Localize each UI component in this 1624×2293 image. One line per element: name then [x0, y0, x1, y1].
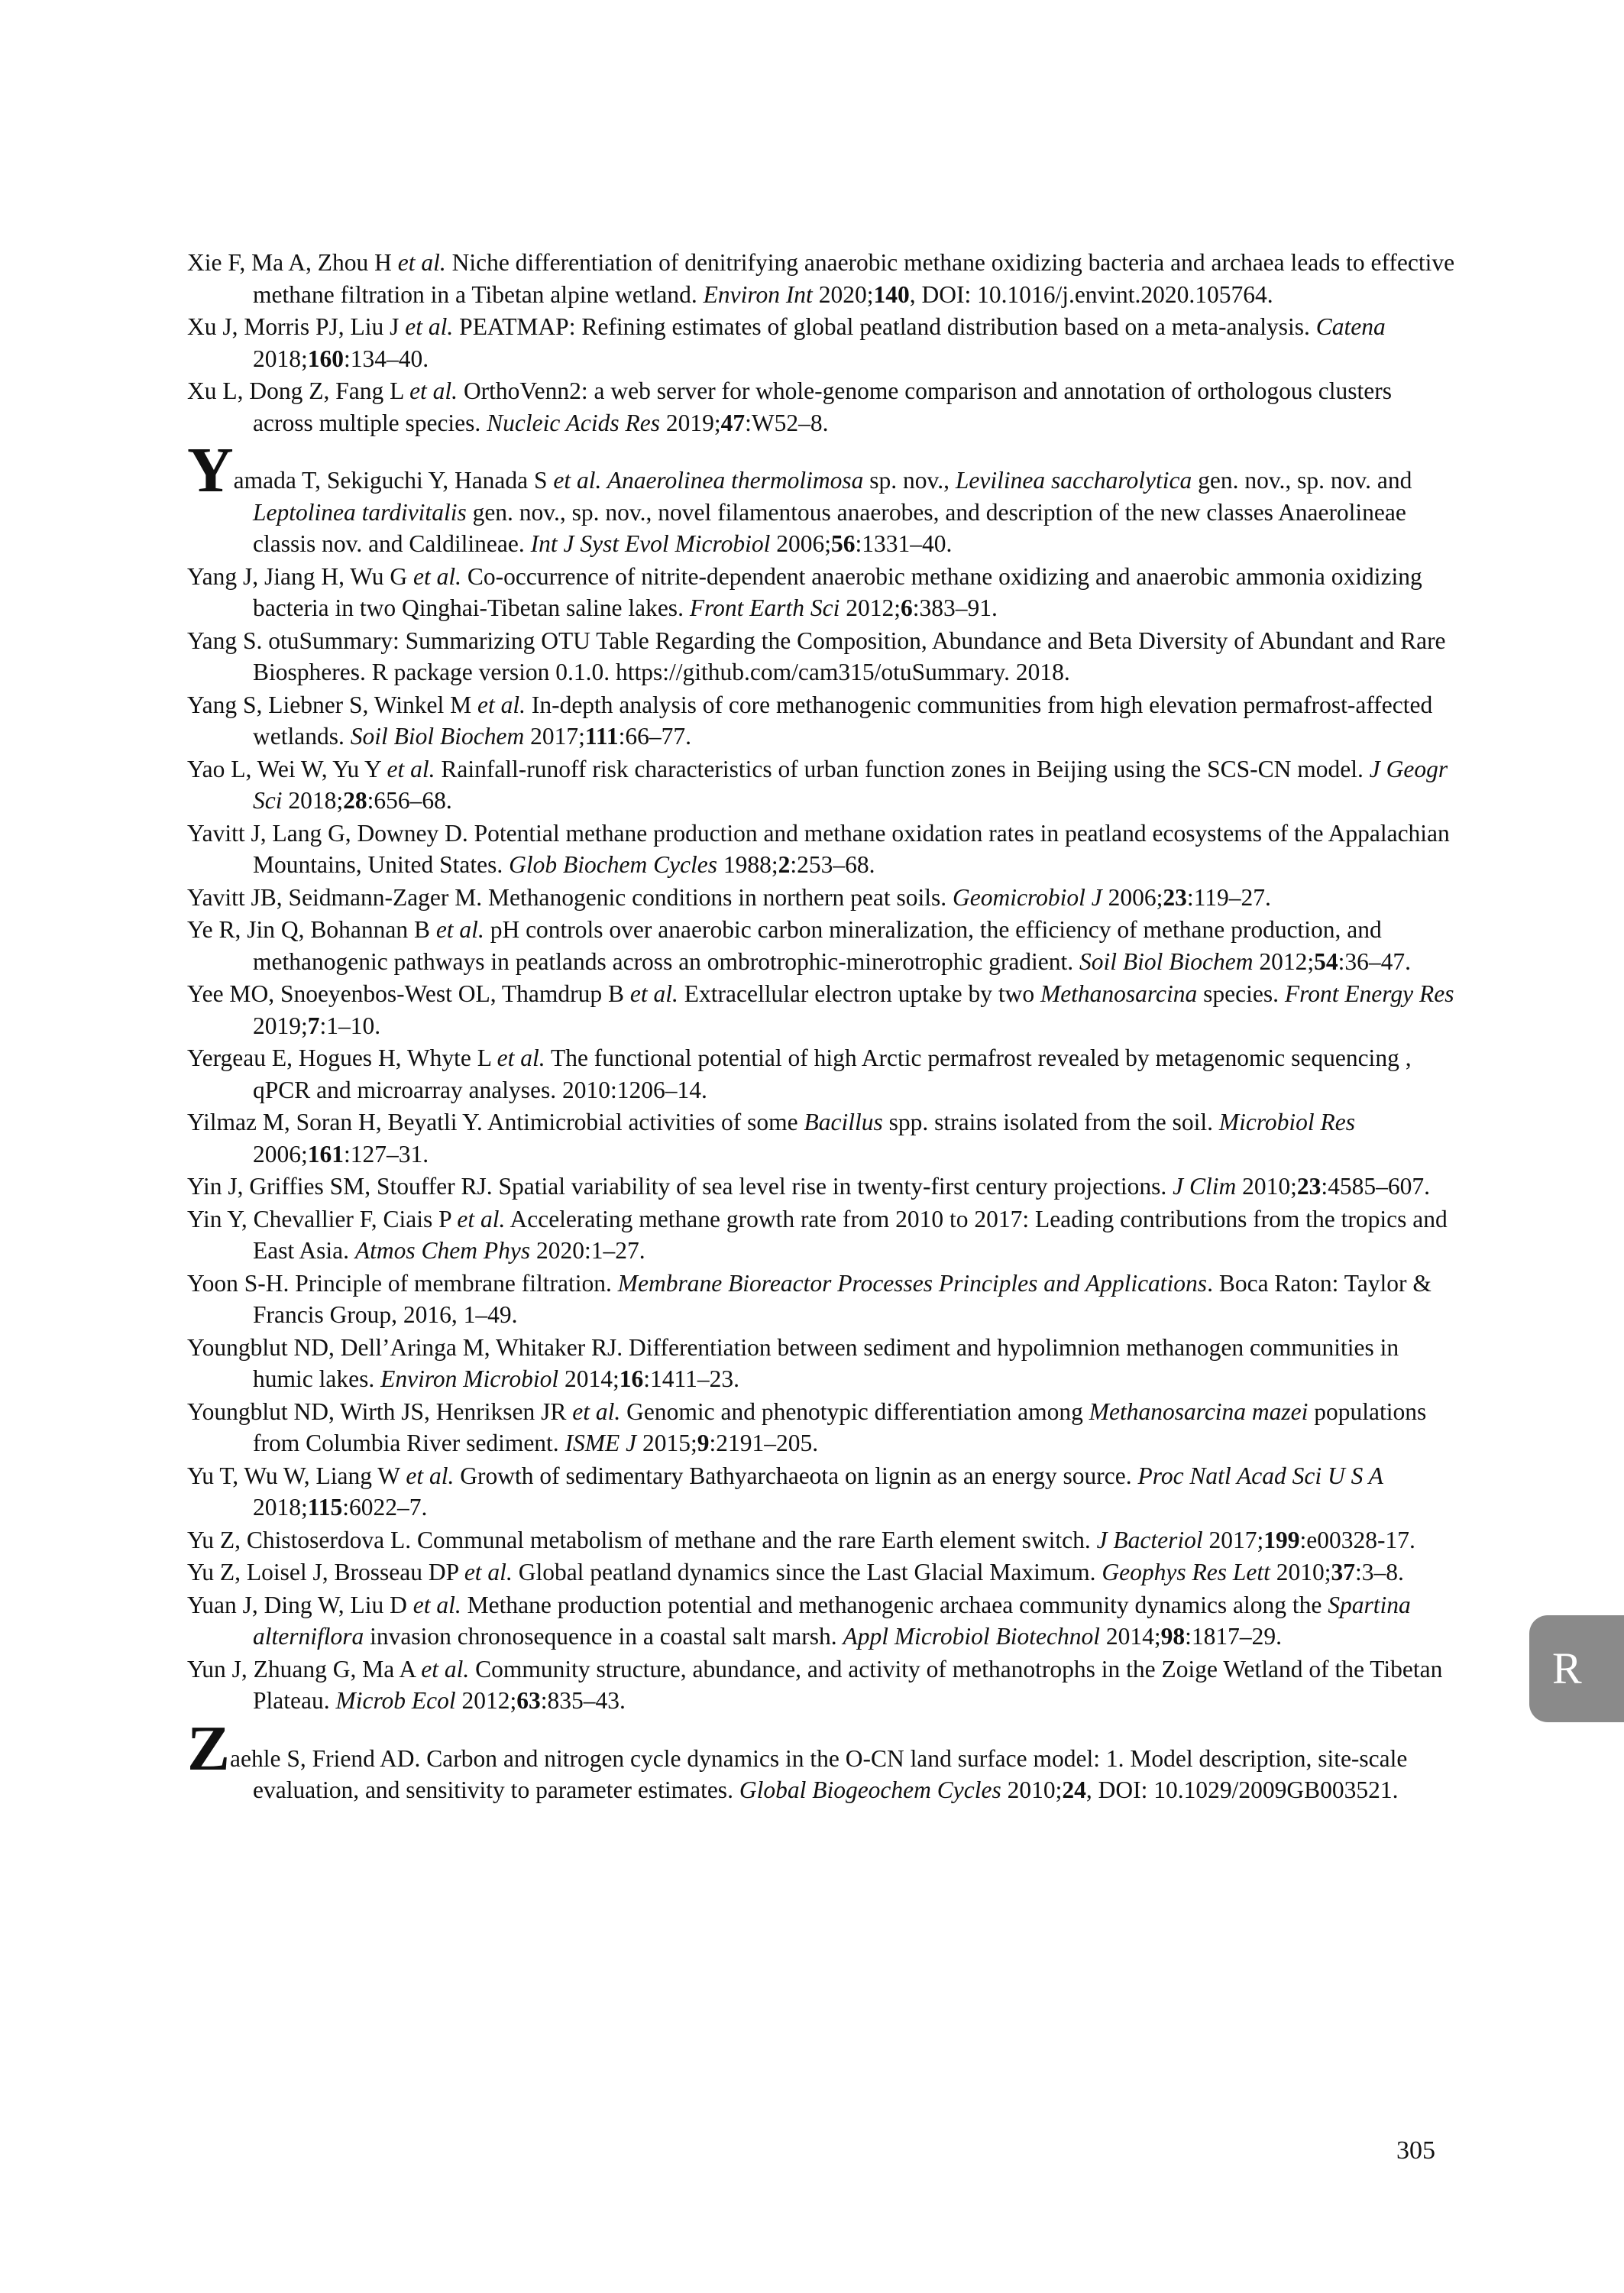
- reference-text: :e00328-17.: [1299, 1526, 1415, 1553]
- reference-text: Yergeau E, Hogues H, Whyte L: [187, 1044, 497, 1071]
- reference-text: :1817–29.: [1185, 1623, 1283, 1650]
- italic-text: Glob Biochem Cycles: [509, 851, 718, 878]
- italic-text: et al.: [406, 1462, 455, 1489]
- reference-text: aehle S, Friend AD. Carbon and nitrogen cycle dynamics in the O-CN land surface model: 1. Model description, site-scale evaluation, and sensitivity to parameter estimates.: [230, 1744, 1408, 1803]
- reference-entry-yee: [187, 978, 1455, 1041]
- reference-text: Yu T, Wu W, Liang W: [187, 1462, 406, 1489]
- italic-text: et al.: [572, 1397, 621, 1425]
- reference-text: 2010;: [1236, 1173, 1297, 1200]
- reference-text: Yuan J, Ding W, Liu D: [187, 1591, 413, 1618]
- italic-text: Microbiol Res: [1218, 1109, 1356, 1135]
- reference-text: Yee MO, Snoeyenbos-West OL, Thamdrup B: [187, 980, 630, 1007]
- reference-text: OrthoVenn2: a web server for whole-genome comparison and annotation of orthologous clusters across multiple species.: [253, 377, 1392, 436]
- dropcap-letter: Y: [187, 435, 234, 506]
- reference-text: Yoon S-H. Principle of membrane filtration.: [187, 1269, 618, 1297]
- reference-text: pH controls over anaerobic carbon mineralization, the efficiency of methane production, and methanogenic pathways in peatlands across an ombrotrophic-minerotrophic gradient.: [253, 916, 1382, 975]
- reference-text: . Boca Raton: Taylor & Francis Group, 2016, 1–49.: [253, 1269, 1432, 1328]
- italic-text: et al.: [629, 980, 678, 1007]
- reference-text: spp. strains isolated from the soil.: [882, 1109, 1219, 1135]
- reference-entry-xu-l: [187, 375, 1455, 439]
- reference-text: Yang S. otuSummary: Summarizing OTU Table Regarding the Composition, Abundance and Beta Diversity of Abundant and Rare Biospheres. R package version 0.1.0. https://github.com/cam315/otuSummary. 2018.: [187, 627, 1446, 685]
- reference-text: Genomic and phenotypic differentiation among: [620, 1397, 1089, 1425]
- volume-number: 23: [1296, 1173, 1322, 1200]
- volume-number: 23: [1163, 883, 1187, 911]
- reference-entry-yang-s-liebner: [187, 689, 1455, 753]
- dropcap-letter: Z: [187, 1712, 231, 1784]
- reference-entry-yin-j: [187, 1171, 1455, 1203]
- italic-text: Environ Microbiol: [380, 1365, 559, 1392]
- reference-entry-yoon: [187, 1268, 1455, 1331]
- reference-list: [187, 247, 1455, 1807]
- reference-text: Rainfall-runoff risk characteristics of urban function zones in Beijing using the SCS-CN model.: [435, 755, 1370, 782]
- italic-text: Bacillus: [804, 1109, 883, 1135]
- volume-number: 28: [343, 787, 367, 814]
- reference-entry-xie: [187, 247, 1455, 310]
- reference-entry-yang-j: [187, 561, 1455, 624]
- reference-text: 2018;: [253, 345, 308, 372]
- volume-number: 9: [697, 1430, 710, 1456]
- italic-text: J Bacteriol: [1096, 1526, 1203, 1553]
- reference-text: Yao L, Wei W, Yu Y: [187, 755, 387, 782]
- reference-text: Ye R, Jin Q, Bohannan B: [187, 916, 436, 943]
- volume-number: 16: [619, 1365, 644, 1392]
- italic-text: Methanosarcina: [1040, 980, 1198, 1007]
- reference-entry-yuan: [187, 1589, 1455, 1653]
- reference-text: :66–77.: [618, 723, 691, 750]
- volume-number: 140: [873, 280, 910, 308]
- reference-text: :127–31.: [344, 1140, 429, 1168]
- reference-text: Extracellular electron uptake by two: [678, 980, 1040, 1007]
- italic-text: J Geogr Sci: [253, 755, 1448, 814]
- reference-text: Xu L, Dong Z, Fang L: [187, 377, 410, 404]
- italic-text: Environ Int: [703, 280, 813, 308]
- italic-text: Proc Natl Acad Sci U S A: [1137, 1462, 1383, 1489]
- italic-text: et al.: [397, 249, 446, 276]
- reference-entry-yavitt-j: [187, 818, 1455, 881]
- reference-text: 2017;: [524, 723, 585, 750]
- reference-text: Yin J, Griffies SM, Stouffer RJ. Spatial variability of sea level rise in twenty-first century projections.: [187, 1173, 1173, 1200]
- reference-text: Yavitt JB, Seidmann-Zager M. Methanogenic conditions in northern peat soils.: [187, 883, 953, 911]
- reference-entry-yun: [187, 1653, 1455, 1717]
- italic-text: Front Earth Sci: [689, 594, 840, 621]
- reference-entry-ye: [187, 914, 1455, 977]
- reference-entry-yao: [187, 753, 1455, 817]
- italic-text: Global Biogeochem Cycles: [739, 1776, 1001, 1803]
- reference-text: 2010;: [1270, 1559, 1331, 1585]
- reference-entry-yergeau: [187, 1042, 1455, 1106]
- italic-text: Membrane Bioreactor Processes Principles and Applications: [617, 1269, 1208, 1297]
- italic-text: Atmos Chem Phys: [354, 1237, 531, 1264]
- reference-text: 2018;: [282, 787, 344, 814]
- reference-text: :1–10.: [319, 1012, 381, 1039]
- italic-text: et al.: [497, 1044, 545, 1071]
- reference-text: 2006;: [1102, 883, 1163, 911]
- italic-text: ISME J: [565, 1430, 637, 1456]
- volume-number: 111: [584, 723, 619, 750]
- reference-text: In-depth analysis of core methanogenic communities from high elevation permafrost-affected wetlands.: [253, 691, 1433, 750]
- reference-text: Methane production potential and methanogenic archaea community dynamics along the: [461, 1591, 1328, 1618]
- volume-number: 56: [831, 530, 856, 557]
- reference-entry-yang-s-otu: [187, 625, 1455, 688]
- reference-text: amada T, Sekiguchi Y, Hanada S: [233, 467, 554, 494]
- italic-text: Int J Syst Evol Microbiol: [530, 530, 771, 557]
- reference-text: :835–43.: [540, 1687, 626, 1714]
- reference-text: Co-occurrence of nitrite-dependent anaerobic methane oxidizing and anaerobic ammonia oxidizing bacteria in two Qinghai-Tibetan saline lakes.: [253, 562, 1422, 621]
- volume-number: 63: [516, 1687, 541, 1714]
- reference-text: invasion chronosequence in a coastal salt marsh.: [364, 1623, 843, 1650]
- reference-text: PEATMAP: Refining estimates of global peatland distribution based on a meta-analysis.: [453, 313, 1316, 340]
- reference-text: Yu Z, Chistoserdova L. Communal metabolism of methane and the rare Earth element switch.: [187, 1526, 1097, 1553]
- reference-entry-yu-z-chist: [187, 1524, 1455, 1556]
- reference-text: 2020:1–27.: [530, 1237, 645, 1264]
- reference-text: 1988;: [717, 851, 778, 878]
- italic-text: J Clim: [1173, 1173, 1237, 1200]
- reference-text: 2017;: [1202, 1526, 1264, 1553]
- reference-text: gen. nov., sp. nov., novel filamentous anaerobes, and description of the new classes Anaerolineae classis nov. and Caldilineae.: [253, 498, 1406, 557]
- reference-text: , DOI: 10.1029/2009GB003521.: [1085, 1776, 1399, 1803]
- reference-text: Community structure, abundance, and activity of methanotrophs in the Zoige Wetland of the Tibetan Plateau.: [253, 1655, 1443, 1714]
- italic-text: Front Energy Res: [1284, 980, 1454, 1007]
- volume-number: 54: [1314, 947, 1338, 975]
- reference-entry-yamada: [187, 435, 1455, 560]
- volume-number: 7: [307, 1012, 320, 1039]
- italic-text: Levilinea saccharolytica: [955, 467, 1192, 494]
- reference-text: :6022–7.: [342, 1494, 428, 1521]
- reference-text: :W52–8.: [745, 409, 829, 436]
- reference-entry-yavitt-jb: [187, 882, 1455, 914]
- reference-text: Yavitt J, Lang G, Downey D. Potential methane production and methane oxidation rates in peatland ecosystems of the Appalachian Mountains, United States.: [187, 819, 1450, 878]
- italic-text: Microb Ecol: [335, 1687, 456, 1714]
- reference-text: 2014;: [1099, 1623, 1161, 1650]
- reference-entry-youngblut-1: [187, 1332, 1455, 1395]
- reference-text: :1411–23.: [643, 1365, 739, 1392]
- reference-text: Accelerating methane growth rate from 2010 to 2017: Leading contributions from the tropics and East Asia.: [253, 1205, 1448, 1264]
- reference-entry-xu-j: [187, 311, 1455, 374]
- reference-text: 2006;: [770, 530, 832, 557]
- reference-text: 2019;: [253, 1012, 308, 1039]
- section-tab: R: [1529, 1615, 1624, 1722]
- reference-text: 2018;: [253, 1494, 308, 1521]
- italic-text: et al.: [435, 916, 484, 943]
- reference-text: Youngblut ND, Dell’Aringa M, Whitaker RJ. Differentiation between sediment and hypolimnion methanogen communities in humic lakes.: [187, 1333, 1399, 1392]
- reference-text: 2012;: [839, 594, 901, 621]
- page-number: 305: [1396, 2136, 1435, 2165]
- reference-text: Youngblut ND, Wirth JS, Henriksen JR: [187, 1397, 573, 1425]
- italic-text: Spartina alterniflora: [253, 1591, 1411, 1650]
- reference-text: Growth of sedimentary Bathyarchaeota on lignin as an energy source.: [454, 1462, 1138, 1489]
- reference-text: Yun J, Zhuang G, Ma A: [187, 1655, 422, 1683]
- reference-entry-yilmaz: [187, 1106, 1455, 1170]
- italic-text: Geophys Res Lett: [1102, 1559, 1270, 1585]
- reference-text: :383–91.: [912, 594, 998, 621]
- reference-text: :36–47.: [1338, 947, 1412, 975]
- reference-entry-yin-y: [187, 1203, 1455, 1267]
- volume-number: 115: [307, 1494, 343, 1521]
- reference-text: 2006;: [253, 1140, 308, 1168]
- italic-text: Leptolinea tardivitalis: [253, 498, 467, 526]
- reference-text: Global peatland dynamics since the Last Glacial Maximum.: [512, 1559, 1102, 1585]
- reference-text: , DOI: 10.1016/j.envint.2020.105764.: [909, 280, 1273, 308]
- reference-text: 2010;: [1001, 1776, 1063, 1803]
- italic-text: et al.: [412, 562, 461, 590]
- reference-text: :134–40.: [344, 345, 429, 372]
- reference-text: populations from Columbia River sediment.: [253, 1397, 1427, 1456]
- reference-text: gen. nov., sp. nov. and: [1192, 467, 1412, 494]
- volume-number: 24: [1062, 1776, 1086, 1803]
- reference-text: :3–8.: [1354, 1559, 1404, 1585]
- italic-text: et al.: [409, 377, 458, 404]
- reference-text: :253–68.: [790, 851, 875, 878]
- reference-text: Xu J, Morris PJ, Liu J: [187, 313, 406, 340]
- italic-text: et al. Anaerolinea thermolimosa: [553, 467, 864, 494]
- reference-entry-youngblut-2: [187, 1396, 1455, 1459]
- italic-text: et al.: [477, 691, 526, 718]
- reference-text: The functional potential of high Arctic permafrost revealed by metagenomic sequencing , qPCR and microarray analyses. 2010:1206–14.: [253, 1044, 1412, 1103]
- volume-number: 6: [901, 594, 913, 621]
- reference-entry-yu-t: [187, 1460, 1455, 1524]
- volume-number: 199: [1263, 1526, 1300, 1553]
- italic-text: et al.: [412, 1591, 461, 1618]
- reference-text: Yu Z, Loisel J, Brosseau DP: [187, 1559, 464, 1585]
- reference-text: Yilmaz M, Soran H, Beyatli Y. Antimicrobial activities of some: [187, 1109, 804, 1135]
- italic-text: et al.: [421, 1655, 470, 1683]
- volume-number: 37: [1331, 1559, 1355, 1585]
- reference-text: Yang J, Jiang H, Wu G: [187, 562, 413, 590]
- reference-text: Yin Y, Chevallier F, Ciais P: [187, 1205, 458, 1232]
- italic-text: Soil Biol Biochem: [1079, 947, 1254, 975]
- reference-text: 2014;: [558, 1365, 620, 1392]
- reference-text: Yang S, Liebner S, Winkel M: [187, 691, 477, 718]
- reference-text: :2191–205.: [709, 1430, 819, 1456]
- reference-text: 2020;: [812, 280, 874, 308]
- reference-text: :1331–40.: [855, 530, 953, 557]
- reference-text: 2015;: [636, 1430, 697, 1456]
- reference-text: sp. nov.,: [863, 467, 956, 494]
- italic-text: Soil Biol Biochem: [350, 723, 525, 750]
- italic-text: et al.: [464, 1559, 513, 1585]
- volume-number: 160: [307, 345, 345, 372]
- italic-text: Geomicrobiol J: [953, 883, 1102, 911]
- reference-text: 2019;: [660, 409, 721, 436]
- italic-text: et al.: [405, 313, 454, 340]
- italic-text: Nucleic Acids Res: [487, 409, 661, 436]
- volume-number: 47: [720, 409, 746, 436]
- reference-text: :4585–607.: [1321, 1173, 1431, 1200]
- reference-text: :119–27.: [1186, 883, 1271, 911]
- reference-text: 2012;: [455, 1687, 517, 1714]
- volume-number: 98: [1160, 1623, 1186, 1650]
- reference-text: Xie F, Ma A, Zhou H: [187, 249, 398, 276]
- italic-text: Appl Microbiol Biotechnol: [843, 1623, 1100, 1650]
- volume-number: 161: [307, 1140, 345, 1168]
- italic-text: et al.: [387, 755, 435, 782]
- volume-number: 2: [778, 851, 791, 878]
- reference-text: :656–68.: [367, 787, 452, 814]
- reference-text: 2012;: [1253, 947, 1315, 975]
- reference-entry-yu-z-loisel: [187, 1556, 1455, 1589]
- italic-text: Catena: [1315, 313, 1386, 340]
- reference-entry-zaehle: [187, 1712, 1455, 1806]
- italic-text: et al.: [457, 1205, 506, 1232]
- reference-text: species.: [1197, 980, 1285, 1007]
- reference-text: Niche differentiation of denitrifying anaerobic methane oxidizing bacteria and archaea leads to effective methane filtration in a Tibetan alpine wetland.: [253, 249, 1455, 308]
- italic-text: Methanosarcina mazei: [1089, 1397, 1309, 1425]
